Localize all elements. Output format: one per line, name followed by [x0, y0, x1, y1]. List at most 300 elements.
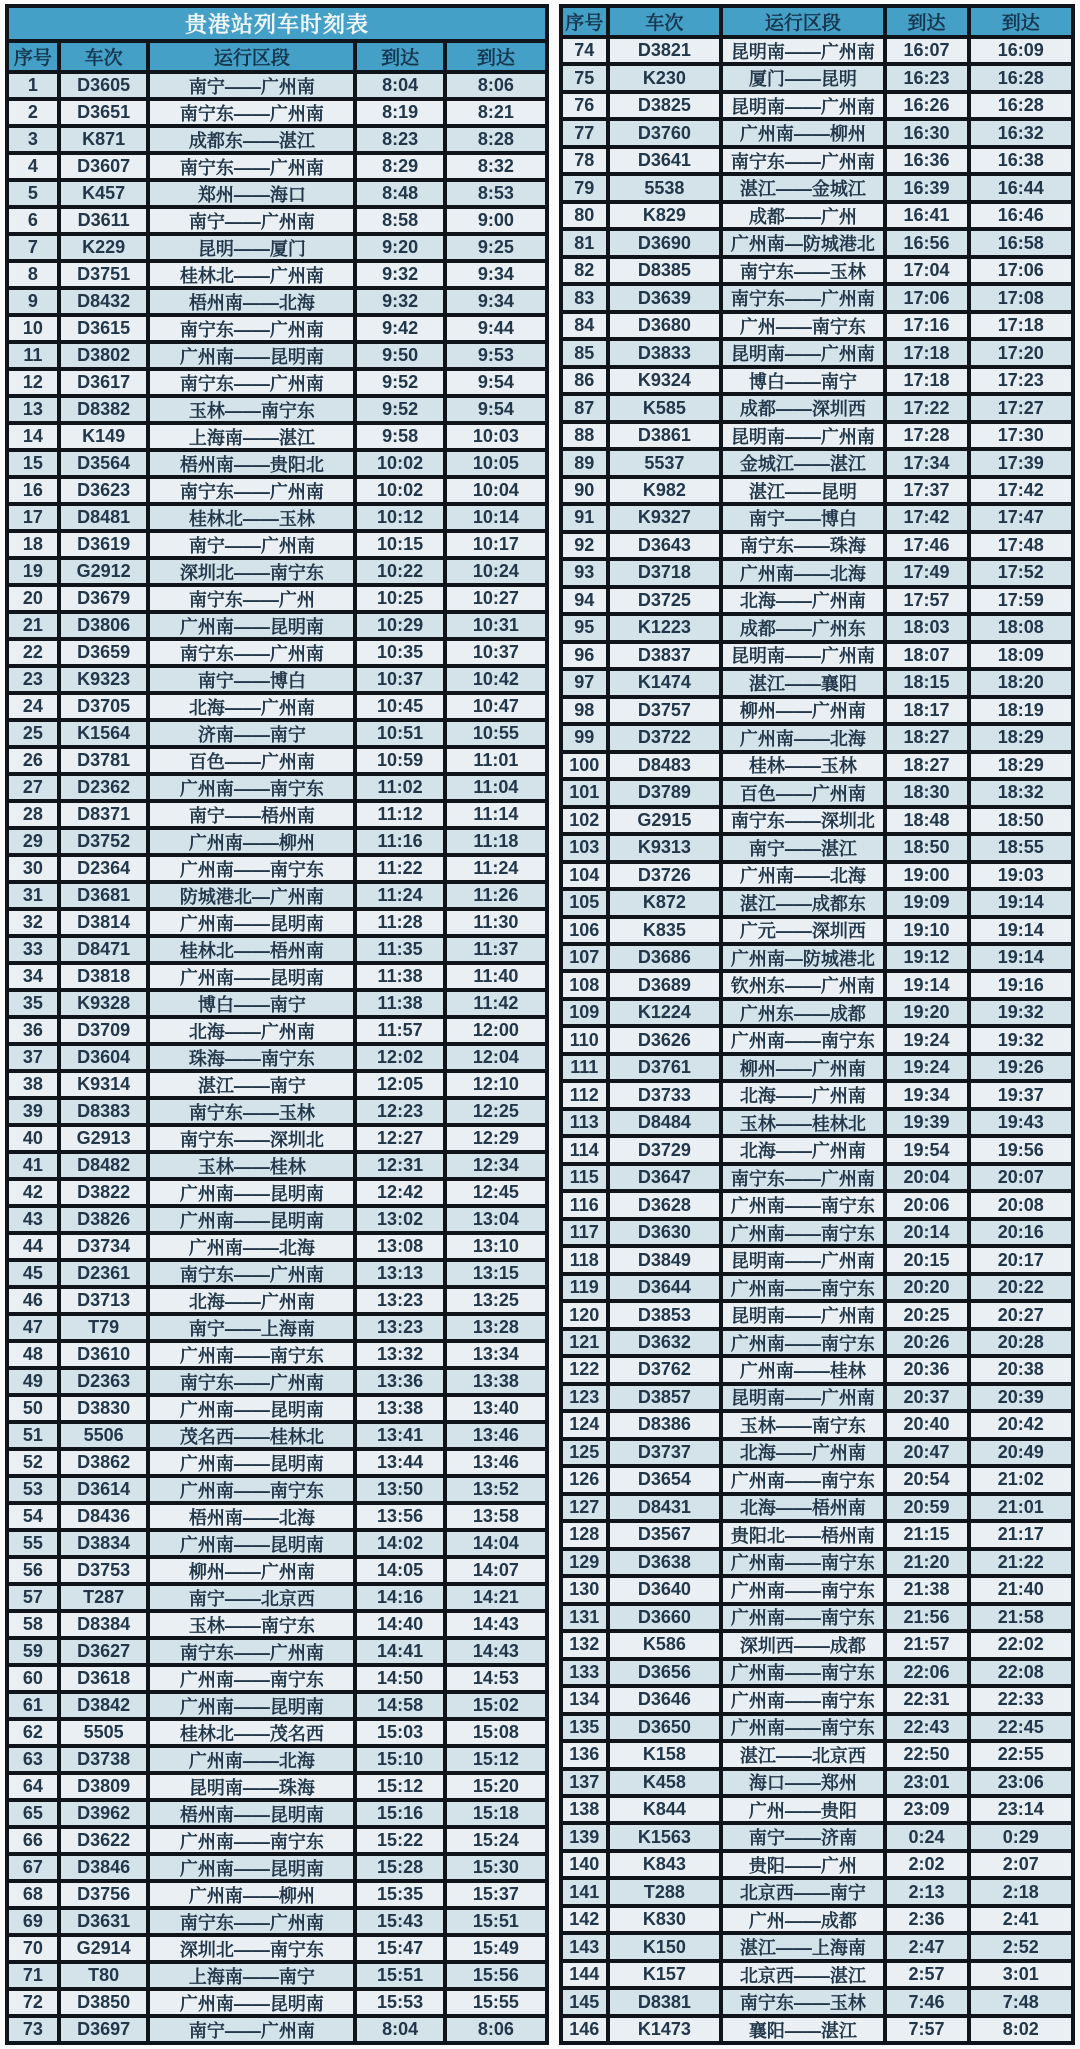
table-row: [7, 153, 547, 180]
row-seq-cell: 77: [561, 119, 608, 146]
route-cell: 广州南——昆明南: [148, 1206, 355, 1233]
train-no-cell: K843: [608, 1851, 722, 1878]
arrive-time-cell: 20:59: [885, 1494, 969, 1521]
route-cell: 南宁东——广州南: [721, 1164, 884, 1191]
table-row: [561, 1246, 1073, 1273]
table-row: [561, 1054, 1073, 1081]
row-seq-cell: 105: [561, 889, 608, 916]
arrive-time-cell: 9:52: [355, 369, 445, 396]
route-cell: 成都——广州: [721, 202, 884, 229]
arrive-time-cell: 15:12: [355, 1773, 445, 1800]
train-no-cell: D3826: [59, 1206, 149, 1233]
depart-time-cell: 14:04: [445, 1530, 547, 1557]
train-no-cell: G2912: [59, 558, 149, 585]
route-cell: 百色——广州南: [721, 779, 884, 806]
row-seq-cell: 99: [561, 724, 608, 751]
table-row: [7, 261, 547, 288]
arrive-time-cell: 17:04: [885, 257, 969, 284]
row-seq-cell: 75: [561, 64, 608, 91]
depart-time-cell: 10:17: [445, 531, 547, 558]
depart-time-cell: 19:14: [969, 944, 1073, 971]
arrive-time-cell: 20:06: [885, 1191, 969, 1218]
train-no-cell: D3630: [608, 1219, 722, 1246]
depart-time-cell: 15:49: [445, 1935, 547, 1962]
row-seq-cell: 60: [7, 1665, 59, 1692]
table-row: [7, 1017, 547, 1044]
route-cell: 玉林——南宁东: [721, 1411, 884, 1438]
arrive-time-cell: 10:02: [355, 477, 445, 504]
table-row: [7, 1989, 547, 2016]
arrive-time-cell: 11:38: [355, 963, 445, 990]
arrive-time-cell: 15:35: [355, 1881, 445, 1908]
arrive-time-cell: 15:47: [355, 1935, 445, 1962]
train-no-cell: D3760: [608, 119, 722, 146]
train-no-cell: G2913: [59, 1125, 149, 1152]
arrive-time-cell: 12:42: [355, 1179, 445, 1206]
row-seq-cell: 35: [7, 990, 59, 1017]
train-no-cell: D3833: [608, 339, 722, 366]
arrive-time-cell: 20:26: [885, 1329, 969, 1356]
route-cell: 南宁——广州南: [148, 2016, 355, 2043]
arrive-time-cell: 19:24: [885, 1026, 969, 1053]
depart-time-cell: 10:27: [445, 585, 547, 612]
row-seq-cell: 141: [561, 1878, 608, 1905]
depart-time-cell: 15:51: [445, 1908, 547, 1935]
train-no-cell: K585: [608, 394, 722, 421]
train-no-cell: D3737: [608, 1439, 722, 1466]
table-row: [561, 1769, 1073, 1796]
arrive-time-cell: 19:54: [885, 1136, 969, 1163]
row-seq-cell: 45: [7, 1260, 59, 1287]
row-seq-cell: 101: [561, 779, 608, 806]
table-row: [7, 1800, 547, 1827]
row-seq-cell: 68: [7, 1881, 59, 1908]
table-row: [7, 1881, 547, 1908]
route-cell: 广州南——南宁东: [148, 774, 355, 801]
table-row: [7, 1368, 547, 1395]
train-no-cell: D3830: [59, 1395, 149, 1422]
depart-time-cell: 22:08: [969, 1659, 1073, 1686]
train-no-cell: D3622: [59, 1827, 149, 1854]
table-row: [561, 312, 1073, 339]
depart-time-cell: 23:06: [969, 1769, 1073, 1796]
arrive-time-cell: 16:23: [885, 64, 969, 91]
arrive-time-cell: 8:29: [355, 153, 445, 180]
arrive-time-cell: 12:31: [355, 1152, 445, 1179]
train-no-cell: K230: [608, 64, 722, 91]
route-cell: 南宁东——广州: [148, 585, 355, 612]
depart-time-cell: 17:47: [969, 504, 1073, 531]
depart-time-cell: 16:44: [969, 174, 1073, 201]
arrive-time-cell: 18:30: [885, 779, 969, 806]
route-cell: 南宁东——广州南: [148, 1908, 355, 1935]
train-no-cell: K158: [608, 1741, 722, 1768]
row-seq-cell: 12: [7, 369, 59, 396]
depart-time-cell: 13:38: [445, 1368, 547, 1395]
left-table: [5, 4, 549, 2045]
route-cell: 贵阳——广州: [721, 1851, 884, 1878]
train-no-cell: D3849: [608, 1246, 722, 1273]
row-seq-cell: 53: [7, 1476, 59, 1503]
row-seq-cell: 116: [561, 1191, 608, 1218]
depart-time-cell: 11:01: [445, 747, 547, 774]
train-no-cell: D3761: [608, 1054, 722, 1081]
train-no-cell: D3656: [608, 1659, 722, 1686]
row-seq-cell: 26: [7, 747, 59, 774]
table-row: [561, 504, 1073, 531]
train-no-cell: K1223: [608, 614, 722, 641]
depart-time-cell: 15:24: [445, 1827, 547, 1854]
row-seq-cell: 83: [561, 284, 608, 311]
route-cell: 南宁——湛江: [721, 834, 884, 861]
train-no-cell: T287: [59, 1584, 149, 1611]
route-cell: 广州南—防城港北: [721, 229, 884, 256]
train-no-cell: T79: [59, 1314, 149, 1341]
table-row: [561, 1714, 1073, 1741]
route-cell: 北海——广州南: [148, 693, 355, 720]
route-cell: 广州南——北海: [148, 1746, 355, 1773]
table-row: [7, 1557, 547, 1584]
table-row: [561, 642, 1073, 669]
row-seq-cell: 145: [561, 1988, 608, 2015]
train-no-cell: 5537: [608, 449, 722, 476]
arrive-time-cell: 19:14: [885, 971, 969, 998]
depart-time-cell: 8:53: [445, 180, 547, 207]
route-cell: 广元——深圳西: [721, 917, 884, 944]
train-no-cell: D3640: [608, 1576, 722, 1603]
train-no-cell: D8483: [608, 752, 722, 779]
row-seq-cell: 126: [561, 1466, 608, 1493]
arrive-time-cell: 10:12: [355, 504, 445, 531]
arrive-time-cell: 22:31: [885, 1686, 969, 1713]
route-cell: 桂林北——广州南: [148, 261, 355, 288]
row-seq-cell: 58: [7, 1611, 59, 1638]
row-seq-cell: 18: [7, 531, 59, 558]
arrive-time-cell: 13:02: [355, 1206, 445, 1233]
arrive-time-cell: 19:10: [885, 917, 969, 944]
route-cell: 桂林北——玉林: [148, 504, 355, 531]
train-no-cell: D3729: [608, 1136, 722, 1163]
table-row: [7, 1746, 547, 1773]
route-cell: 金城江——湛江: [721, 449, 884, 476]
table-row: [561, 2016, 1073, 2043]
depart-time-cell: 20:39: [969, 1384, 1073, 1411]
arrive-time-cell: 17:22: [885, 394, 969, 421]
train-no-cell: D8382: [59, 396, 149, 423]
table-row: [7, 450, 547, 477]
arrive-time-cell: 2:13: [885, 1878, 969, 1905]
depart-time-cell: 10:24: [445, 558, 547, 585]
train-no-cell: D3651: [59, 99, 149, 126]
route-cell: 南宁东——玉林: [148, 1098, 355, 1125]
table-row: [7, 99, 547, 126]
train-no-cell: T80: [59, 1962, 149, 1989]
table-row: [7, 747, 547, 774]
route-cell: 梧州南——昆明南: [148, 1800, 355, 1827]
depart-time-cell: 11:14: [445, 801, 547, 828]
arrive-time-cell: 14:40: [355, 1611, 445, 1638]
row-seq-cell: 140: [561, 1851, 608, 1878]
row-seq-cell: 146: [561, 2016, 608, 2043]
route-cell: 湛江——上海南: [721, 1933, 884, 1960]
train-no-cell: D3733: [608, 1081, 722, 1108]
row-seq-cell: 36: [7, 1017, 59, 1044]
arrive-time-cell: 16:41: [885, 202, 969, 229]
row-seq-cell: 131: [561, 1604, 608, 1631]
arrive-time-cell: 10:25: [355, 585, 445, 612]
train-no-cell: D3631: [59, 1908, 149, 1935]
arrive-time-cell: 11:02: [355, 774, 445, 801]
arrive-time-cell: 11:38: [355, 990, 445, 1017]
depart-time-cell: 0:29: [969, 1823, 1073, 1850]
route-cell: 梧州南——北海: [148, 288, 355, 315]
route-cell: 桂林北——梧州南: [148, 936, 355, 963]
depart-time-cell: 12:25: [445, 1098, 547, 1125]
row-seq-cell: 86: [561, 367, 608, 394]
table-row: [561, 92, 1073, 119]
arrive-time-cell: 13:50: [355, 1476, 445, 1503]
arrive-time-cell: 15:16: [355, 1800, 445, 1827]
table-row: [7, 477, 547, 504]
train-no-cell: D3756: [59, 1881, 149, 1908]
depart-time-cell: 21:58: [969, 1604, 1073, 1631]
train-no-cell: D3647: [608, 1164, 722, 1191]
depart-time-cell: 16:28: [969, 92, 1073, 119]
depart-time-cell: 8:21: [445, 99, 547, 126]
row-seq-cell: 129: [561, 1549, 608, 1576]
route-cell: 广州南——昆明南: [148, 909, 355, 936]
route-cell: 南宁东——广州南: [148, 477, 355, 504]
row-seq-cell: 72: [7, 1989, 59, 2016]
arrive-time-cell: 9:32: [355, 288, 445, 315]
row-seq-cell: 114: [561, 1136, 608, 1163]
row-seq-cell: 2: [7, 99, 59, 126]
arrive-time-cell: 13:32: [355, 1341, 445, 1368]
arrive-time-cell: 11:22: [355, 855, 445, 882]
column-header: 车次: [608, 6, 722, 37]
route-cell: 柳州——广州南: [721, 1054, 884, 1081]
table-row: [561, 394, 1073, 421]
train-no-cell: D8432: [59, 288, 149, 315]
depart-time-cell: 17:52: [969, 559, 1073, 586]
train-no-cell: D8371: [59, 801, 149, 828]
train-no-cell: D3623: [59, 477, 149, 504]
route-cell: 广州南——昆明南: [148, 1854, 355, 1881]
arrive-time-cell: 8:04: [355, 2016, 445, 2043]
row-seq-cell: 71: [7, 1962, 59, 1989]
row-seq-cell: 30: [7, 855, 59, 882]
train-no-cell: 5506: [59, 1422, 149, 1449]
depart-time-cell: 17:23: [969, 367, 1073, 394]
table-row: [7, 1584, 547, 1611]
row-seq-cell: 21: [7, 612, 59, 639]
train-no-cell: K982: [608, 477, 722, 504]
row-seq-cell: 15: [7, 450, 59, 477]
row-seq-cell: 5: [7, 180, 59, 207]
route-cell: 玉林——桂林北: [721, 1109, 884, 1136]
train-no-cell: D3853: [608, 1301, 722, 1328]
row-seq-cell: 25: [7, 720, 59, 747]
train-no-cell: K150: [608, 1933, 722, 1960]
row-seq-cell: 80: [561, 202, 608, 229]
train-no-cell: D3837: [608, 642, 722, 669]
depart-time-cell: 2:07: [969, 1851, 1073, 1878]
arrive-time-cell: 18:27: [885, 752, 969, 779]
table-row: [561, 1136, 1073, 1163]
train-no-cell: D2361: [59, 1260, 149, 1287]
train-no-cell: K830: [608, 1906, 722, 1933]
train-no-cell: D3614: [59, 1476, 149, 1503]
table-row: [561, 229, 1073, 256]
arrive-time-cell: 12:27: [355, 1125, 445, 1152]
column-header: 运行区段: [148, 41, 355, 72]
depart-time-cell: 21:40: [969, 1576, 1073, 1603]
route-cell: 广州南——柳州: [148, 1881, 355, 1908]
depart-time-cell: 18:08: [969, 614, 1073, 641]
row-seq-cell: 130: [561, 1576, 608, 1603]
table-row: [7, 1854, 547, 1881]
train-no-cell: D3680: [608, 312, 722, 339]
arrive-time-cell: 9:52: [355, 396, 445, 423]
route-cell: 南宁东——广州南: [721, 147, 884, 174]
train-no-cell: D3713: [59, 1287, 149, 1314]
route-cell: 南宁东——广州南: [148, 1368, 355, 1395]
depart-time-cell: 9:54: [445, 396, 547, 423]
depart-time-cell: 22:55: [969, 1741, 1073, 1768]
depart-time-cell: 9:53: [445, 342, 547, 369]
route-cell: 广州南——昆明南: [148, 342, 355, 369]
train-no-cell: D2363: [59, 1368, 149, 1395]
train-no-cell: D3610: [59, 1341, 149, 1368]
depart-time-cell: 9:25: [445, 234, 547, 261]
row-seq-cell: 46: [7, 1287, 59, 1314]
train-no-cell: D3686: [608, 944, 722, 971]
train-no-cell: D3752: [59, 828, 149, 855]
train-no-cell: D3738: [59, 1746, 149, 1773]
row-seq-cell: 121: [561, 1329, 608, 1356]
arrive-time-cell: 10:45: [355, 693, 445, 720]
train-no-cell: K1563: [608, 1823, 722, 1850]
depart-time-cell: 18:20: [969, 669, 1073, 696]
table-row: [561, 587, 1073, 614]
route-cell: 广州南——昆明南: [148, 1449, 355, 1476]
train-no-cell: D3762: [608, 1356, 722, 1383]
train-no-cell: D3659: [59, 639, 149, 666]
arrive-time-cell: 9:42: [355, 315, 445, 342]
table-row: [7, 1719, 547, 1746]
row-seq-cell: 49: [7, 1368, 59, 1395]
train-no-cell: D3834: [59, 1530, 149, 1557]
arrive-time-cell: 2:36: [885, 1906, 969, 1933]
row-seq-cell: 103: [561, 834, 608, 861]
table-row: [7, 207, 547, 234]
row-seq-cell: 91: [561, 504, 608, 531]
arrive-time-cell: 10:29: [355, 612, 445, 639]
arrive-time-cell: 19:24: [885, 1054, 969, 1081]
route-cell: 玉林——南宁东: [148, 396, 355, 423]
route-cell: 昆明南——广州南: [721, 92, 884, 119]
table-row: [561, 1686, 1073, 1713]
route-cell: 防城港北—广州南: [148, 882, 355, 909]
depart-time-cell: 11:18: [445, 828, 547, 855]
arrive-time-cell: 16:36: [885, 147, 969, 174]
depart-time-cell: 17:30: [969, 422, 1073, 449]
arrive-time-cell: 10:59: [355, 747, 445, 774]
arrive-time-cell: 17:37: [885, 477, 969, 504]
table-row: [561, 889, 1073, 916]
arrive-time-cell: 21:38: [885, 1576, 969, 1603]
depart-time-cell: 8:28: [445, 126, 547, 153]
depart-time-cell: 14:43: [445, 1611, 547, 1638]
route-cell: 广州——贵阳: [721, 1796, 884, 1823]
depart-time-cell: 15:30: [445, 1854, 547, 1881]
row-seq-cell: 132: [561, 1631, 608, 1658]
arrive-time-cell: 13:38: [355, 1395, 445, 1422]
depart-time-cell: 16:46: [969, 202, 1073, 229]
train-no-cell: D3757: [608, 697, 722, 724]
row-seq-cell: 93: [561, 559, 608, 586]
route-cell: 广州南——柳州: [721, 119, 884, 146]
train-no-cell: D3822: [59, 1179, 149, 1206]
table-row: [561, 1081, 1073, 1108]
depart-time-cell: 10:03: [445, 423, 547, 450]
depart-time-cell: 19:56: [969, 1136, 1073, 1163]
train-no-cell: D3690: [608, 229, 722, 256]
train-no-cell: D8482: [59, 1152, 149, 1179]
table-row: [7, 882, 547, 909]
table-row: [561, 944, 1073, 971]
column-header: 运行区段: [721, 6, 884, 37]
table-row: [7, 693, 547, 720]
table-row: [561, 1906, 1073, 1933]
depart-time-cell: 20:08: [969, 1191, 1073, 1218]
route-cell: 南宁东——玉林: [721, 1988, 884, 2015]
route-cell: 南宁东——深圳北: [721, 807, 884, 834]
row-seq-cell: 87: [561, 394, 608, 421]
train-no-cell: D3654: [608, 1466, 722, 1493]
arrive-time-cell: 17:18: [885, 339, 969, 366]
route-cell: 梧州南——贵阳北: [148, 450, 355, 477]
table-row: [561, 1796, 1073, 1823]
depart-time-cell: 13:34: [445, 1341, 547, 1368]
arrive-time-cell: 18:48: [885, 807, 969, 834]
table-row: [561, 1384, 1073, 1411]
arrive-time-cell: 16:30: [885, 119, 969, 146]
route-cell: 成都东——湛江: [148, 126, 355, 153]
route-cell: 梧州南——北海: [148, 1503, 355, 1530]
depart-time-cell: 10:04: [445, 477, 547, 504]
depart-time-cell: 17:48: [969, 532, 1073, 559]
table-row: [561, 257, 1073, 284]
table-row: [561, 37, 1073, 64]
arrive-time-cell: 9:20: [355, 234, 445, 261]
column-header: 序号: [7, 41, 59, 72]
train-no-cell: K844: [608, 1796, 722, 1823]
route-cell: 成都——广州东: [721, 614, 884, 641]
table-row: [561, 1109, 1073, 1136]
depart-time-cell: 17:59: [969, 587, 1073, 614]
train-no-cell: D3725: [608, 587, 722, 614]
row-seq-cell: 6: [7, 207, 59, 234]
depart-time-cell: 20:27: [969, 1301, 1073, 1328]
row-seq-cell: 55: [7, 1530, 59, 1557]
route-cell: 北海——广州南: [721, 1081, 884, 1108]
depart-time-cell: 10:47: [445, 693, 547, 720]
table-row: [561, 1961, 1073, 1988]
table-row: [561, 1329, 1073, 1356]
table-row: [561, 477, 1073, 504]
row-seq-cell: 34: [7, 963, 59, 990]
